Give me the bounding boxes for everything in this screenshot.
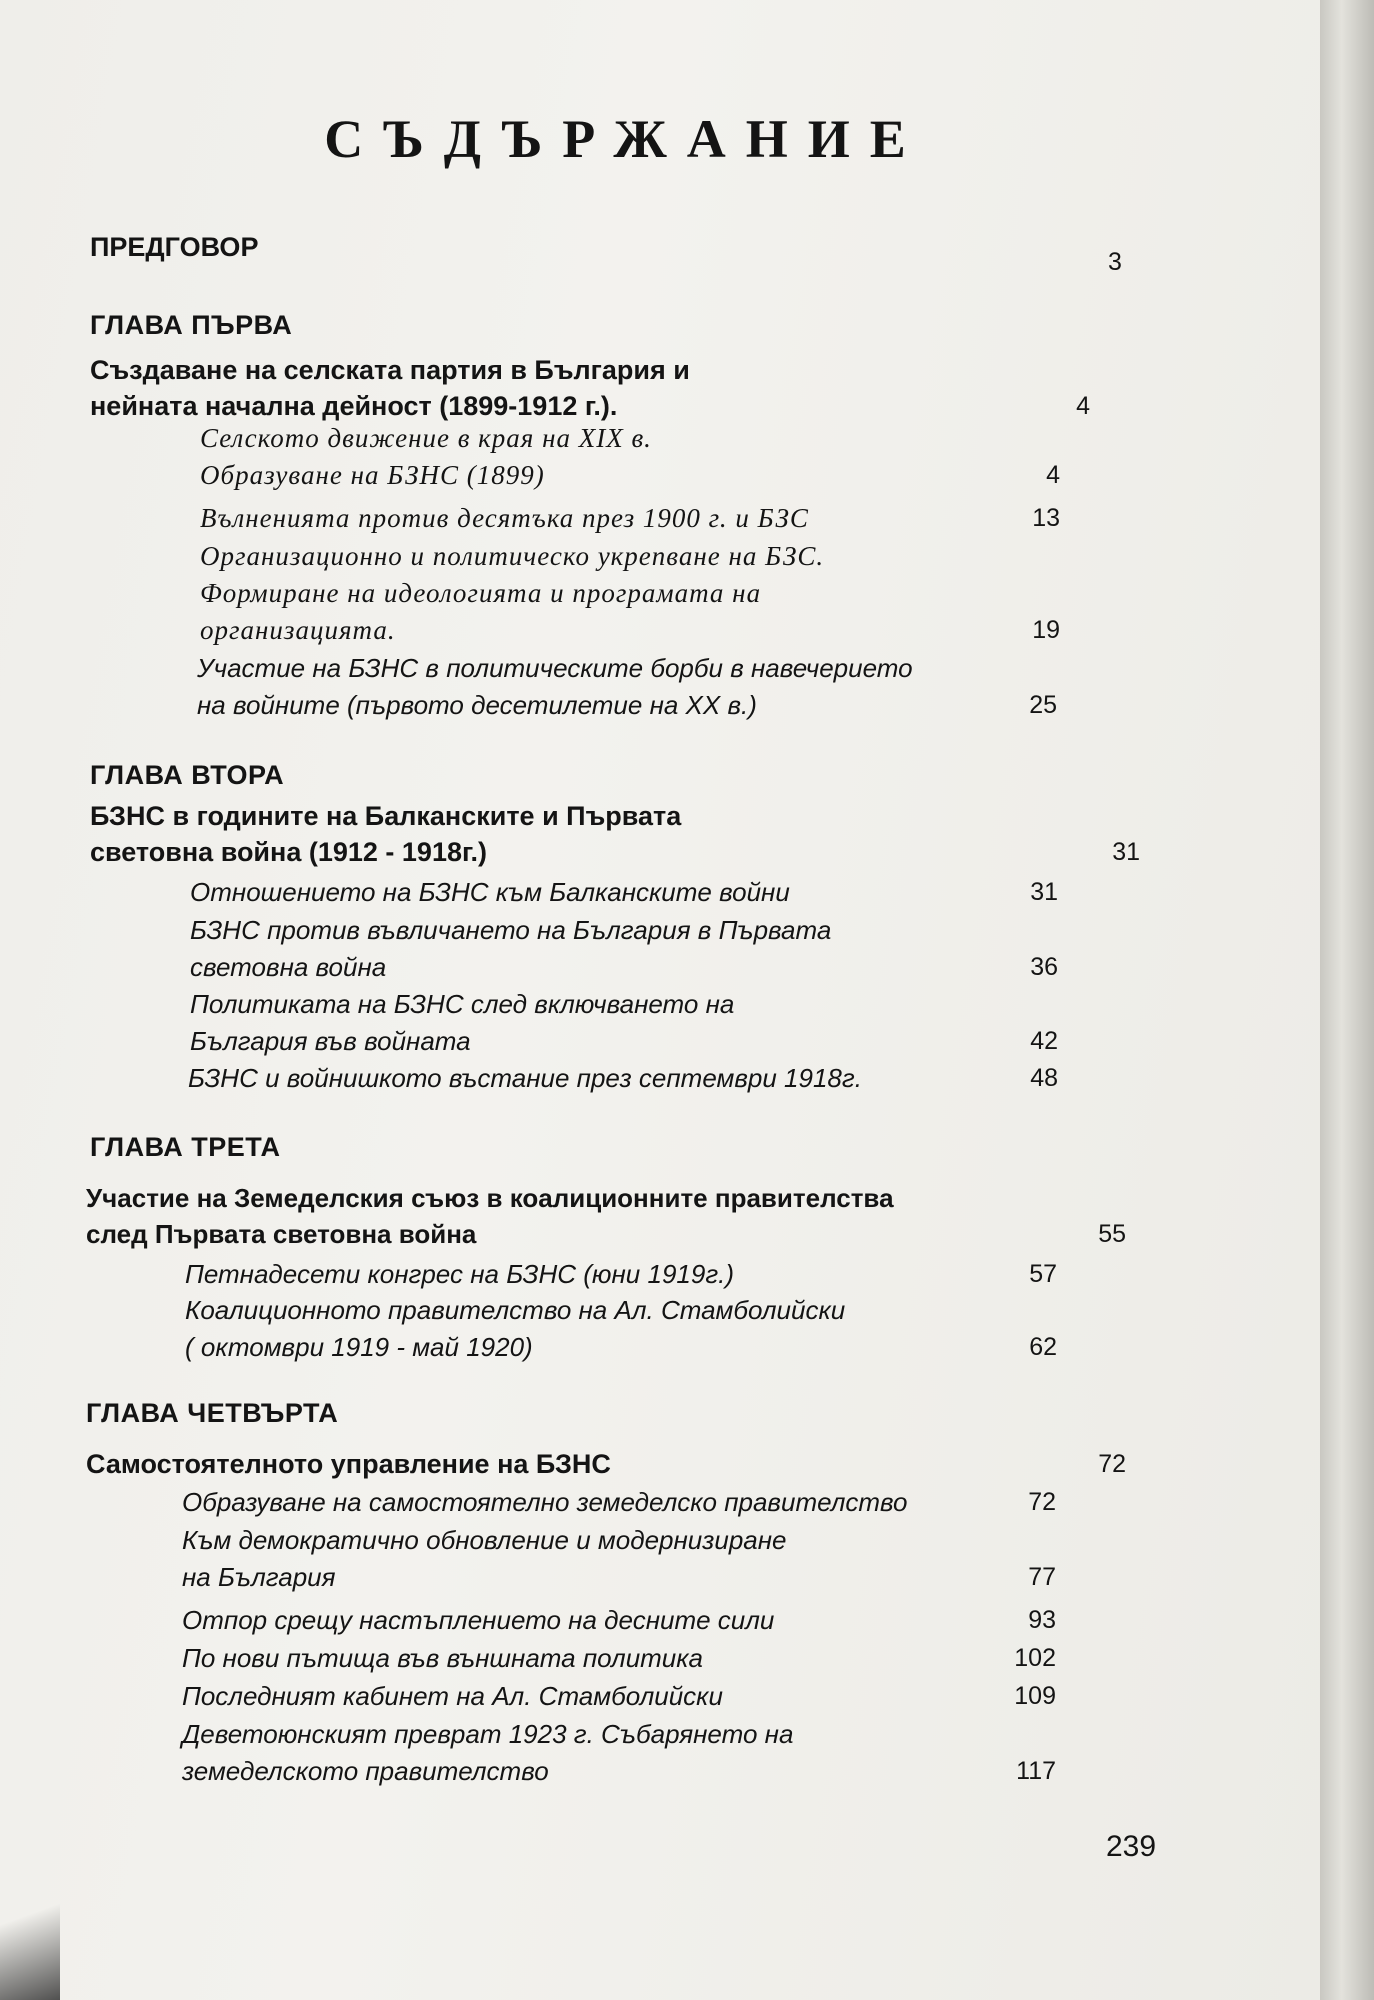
entry-page: 93 — [1028, 1606, 1056, 1634]
chapter-page: 55 — [1098, 1220, 1126, 1248]
entry-line: Отпор срещу настъплението на десните сили — [182, 1605, 775, 1635]
entry-line: на войните (първото десетилетие на XX в.) — [197, 690, 757, 720]
entry-page: 19 — [1032, 616, 1060, 644]
chapter-title-line: световна война (1912 - 1918г.) — [90, 837, 488, 867]
chapter-heading: ГЛАВА ЧЕТВЪРТА — [86, 1398, 339, 1428]
toc-entry — [190, 874, 1058, 911]
entry-line: Образуване на БЗНС (1899) — [200, 460, 545, 490]
entry-page: 72 — [1028, 1488, 1056, 1516]
page-title: СЪДЪРЖАНИЕ — [324, 109, 926, 169]
entry-line: Участие на БЗНС в политическите борби в навечерието — [197, 653, 913, 683]
preface-page: 3 — [1108, 248, 1122, 276]
chapter-title — [90, 798, 1140, 870]
page-edge — [1320, 0, 1374, 2000]
toc-entry — [182, 1522, 1056, 1596]
toc-entry — [185, 1256, 1057, 1293]
toc-entry — [182, 1716, 1056, 1790]
chapter-title-line: БЗНС в годините на Балканските и Първата — [90, 801, 682, 831]
entry-page: 77 — [1028, 1563, 1056, 1591]
toc-entry — [200, 500, 1060, 537]
chapter-page: 31 — [1112, 838, 1140, 866]
entry-line: България във войната — [190, 1026, 471, 1056]
entry-line: Формиране на идеологията и програмата на — [200, 578, 762, 608]
toc-entry — [190, 912, 1058, 986]
toc-entry — [197, 650, 1057, 724]
entry-line: Към демократично обновление и модернизиране — [182, 1525, 787, 1555]
chapter-title-line: нейната начална дейност (1899-1912 г.). — [90, 391, 618, 421]
entry-line: Последният кабинет на Ал. Стамболийски — [182, 1681, 723, 1711]
chapter-heading: ГЛАВА ВТОРА — [90, 760, 285, 790]
chapter-heading: ГЛАВА ПЪРВА — [90, 310, 293, 340]
toc-entry — [200, 538, 1060, 649]
entry-line: земеделското правителство — [182, 1756, 549, 1786]
entry-page: 57 — [1029, 1260, 1057, 1288]
entry-page: 117 — [1016, 1757, 1056, 1785]
toc-entry — [182, 1640, 1056, 1677]
entry-line: Вълненията против десятъка през 1900 г. и БЗС — [200, 503, 809, 533]
entry-page: 42 — [1030, 1027, 1058, 1055]
entry-line: организацията. — [200, 615, 396, 645]
entry-line: Деветоюнският преврат 1923 г. Събарянето на — [182, 1719, 794, 1749]
chapter-title — [86, 1446, 1126, 1482]
entry-page: 4 — [1046, 461, 1060, 489]
entry-line: на България — [182, 1562, 336, 1592]
entry-page: 13 — [1032, 504, 1060, 532]
entry-line: Селското движение в края на XIX в. — [200, 423, 652, 453]
entry-line: световна война — [190, 952, 387, 982]
entry-line: Отношението на БЗНС към Балканските войни — [190, 877, 790, 907]
entry-page: 25 — [1029, 691, 1057, 719]
entry-line: БЗНС против въвличането на България в Първата — [190, 915, 832, 945]
entry-line: Петнадесети конгрес на БЗНС (юни 1919г.) — [185, 1259, 735, 1289]
preface-label: ПРЕДГОВОР — [90, 232, 259, 262]
toc-entry — [200, 420, 1060, 494]
chapter-page: 4 — [1076, 392, 1090, 420]
toc-entry — [185, 1292, 1057, 1366]
chapter-title-line: Участие на Земеделския съюз в коалиционните правителства — [86, 1183, 894, 1213]
chapter-title-line: Създаване на селската партия в България и — [90, 355, 690, 385]
page-number: 239 — [1106, 1830, 1157, 1863]
chapter-title — [90, 352, 1090, 424]
chapter-title-line: след Първата световна война — [86, 1219, 477, 1249]
toc-entry — [182, 1484, 1056, 1521]
toc-entry — [188, 1060, 1058, 1097]
toc-entry — [190, 986, 1058, 1060]
toc-entry — [182, 1678, 1056, 1715]
entry-page: 31 — [1030, 878, 1058, 906]
entry-line: Политиката на БЗНС след включването на — [190, 989, 735, 1019]
entry-line: По нови пътища във външната политика — [182, 1643, 704, 1673]
chapter-title-line: Самостоятелното управление на БЗНС — [86, 1449, 611, 1479]
entry-page: 102 — [1014, 1644, 1056, 1672]
entry-page: 48 — [1030, 1064, 1058, 1092]
entry-line: Коалиционното правителство на Ал. Стамболийски — [185, 1295, 846, 1325]
chapter-page: 72 — [1098, 1450, 1126, 1478]
toc-entry — [182, 1602, 1056, 1639]
binding-shadow — [0, 1860, 60, 2000]
chapter-title — [86, 1180, 1126, 1252]
entry-line: БЗНС и войнишкото въстание през септември 1918г. — [188, 1063, 862, 1093]
entry-page: 62 — [1029, 1333, 1057, 1361]
entry-page: 36 — [1030, 953, 1058, 981]
entry-line: ( октомври 1919 - май 1920) — [185, 1332, 533, 1362]
chapter-heading: ГЛАВА ТРЕТА — [90, 1132, 281, 1162]
entry-line: Образуване на самостоятелно земеделско правителство — [182, 1487, 908, 1517]
entry-line: Организационно и политическо укрепване на БЗС. — [200, 541, 825, 571]
entry-page: 109 — [1014, 1682, 1056, 1710]
